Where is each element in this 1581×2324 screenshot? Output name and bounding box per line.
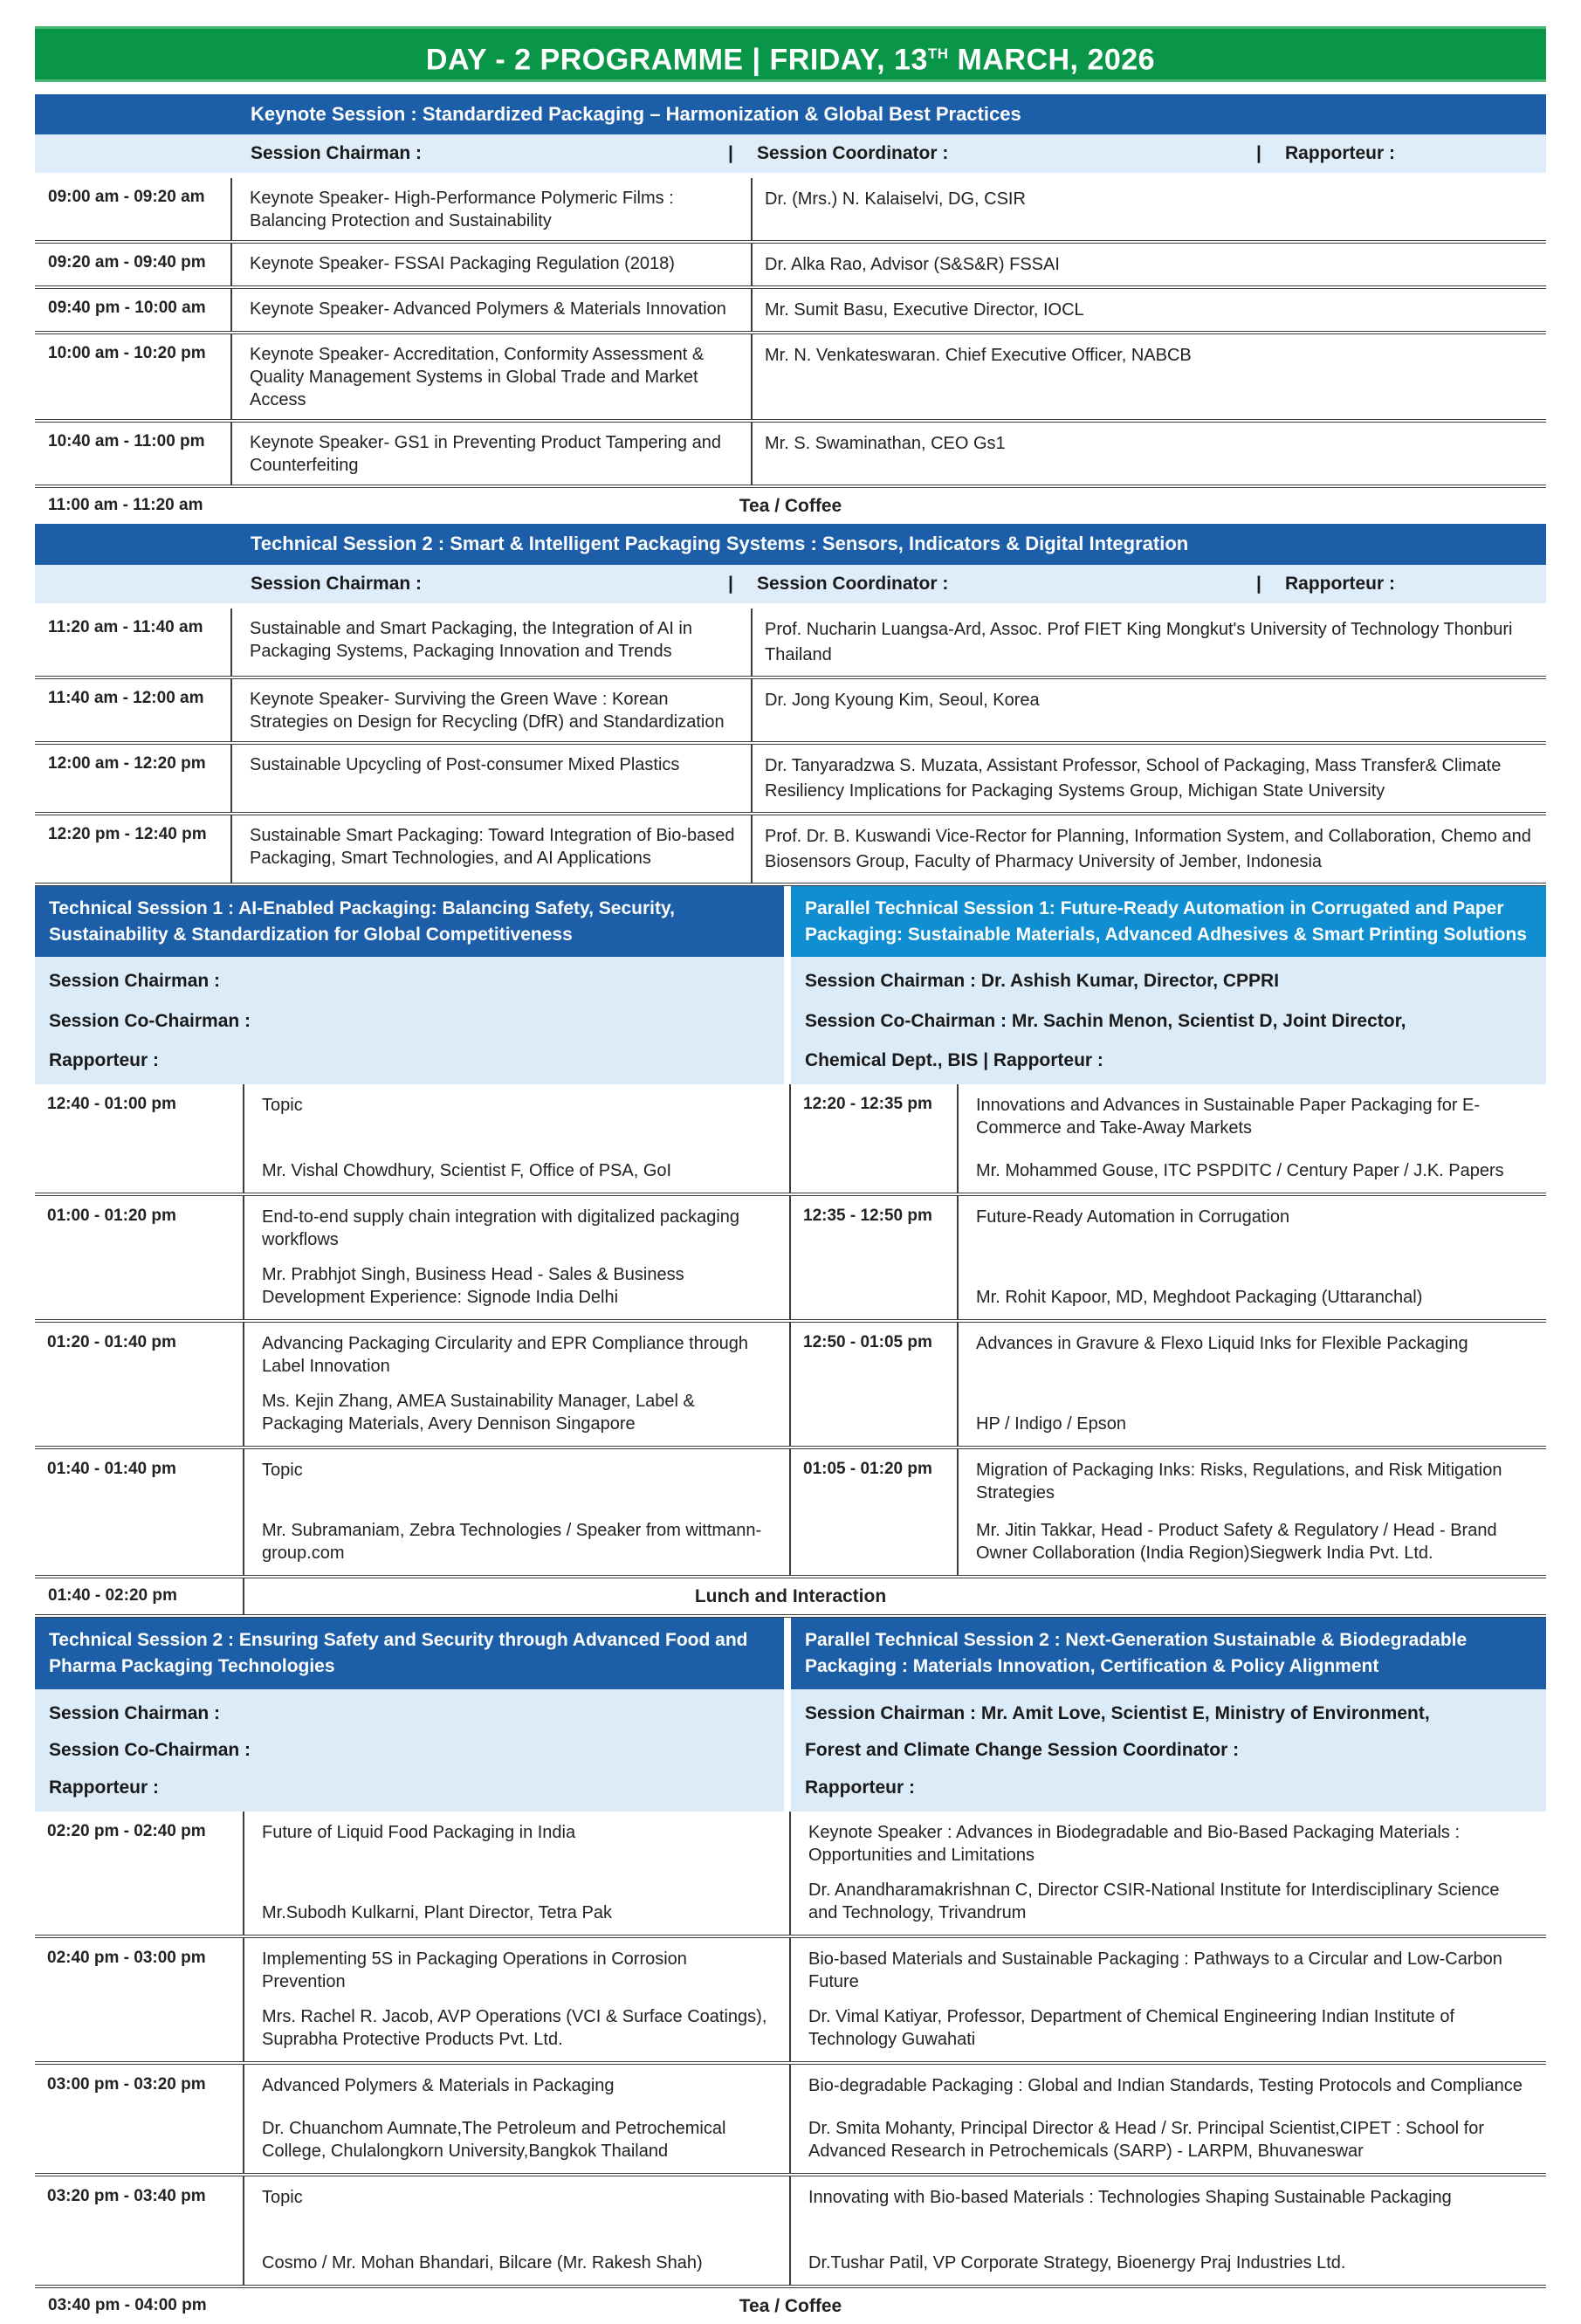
break-time: 01:40 - 02:20 pm <box>35 1578 244 1614</box>
cell-paragraph: Ms. Kejin Zhang, AMEA Sustainability Manager, Label & Packaging Materials, Avery Dennison Singapore <box>262 1392 695 1434</box>
cell-paragraph: Bio-based Materials and Sustainable Packaging : Pathways to a Circular and Low-Carbon Future <box>808 1949 1502 1992</box>
cell-paragraph: Mrs. Rachel R. Jacob, AVP Operations (VCI & Surface Coatings), Suprabha Protective Products Pvt. Ltd. <box>262 2007 767 2050</box>
topic-cell: Keynote Speaker- FSSAI Packaging Regulation (2018) <box>232 244 753 285</box>
programme-row <box>35 815 1546 886</box>
parallel-left-cell <box>35 1449 791 1575</box>
cell-paragraph: Advancing Packaging Circularity and EPR Compliance through Label Innovation <box>262 1334 748 1377</box>
session-info-line: Chemical Dept., BIS | Rapporteur : <box>805 1050 1103 1071</box>
speaker-cell: Mr. Sumit Basu, Executive Director, IOCL <box>765 300 1084 320</box>
rapporteur-label: Rapporteur : <box>1285 143 1395 164</box>
speaker-cell: Dr. (Mrs.) N. Kalaiselvi, DG, CSIR <box>765 189 1026 210</box>
parallel-row <box>35 1323 1546 1449</box>
parallel-right-cell <box>791 1323 1546 1446</box>
speaker-cell: Dr. Tanyaradzwa S. Muzata, Assistant Professor, School of Packaging, Mass Transfer& Climate Resiliency Implications for Packaging Systems Group, Michigan State University <box>765 755 1502 801</box>
keynote-session-banner: Keynote Session : Standardized Packaging – Harmonization & Global Best Practices <box>35 94 1546 134</box>
time-cell: 10:40 am - 11:00 pm <box>35 423 232 485</box>
parallel-row <box>35 2065 1546 2176</box>
cell-paragraph: HP / Indigo / Epson <box>976 1414 1126 1434</box>
session-info-line: Rapporteur : <box>49 1050 159 1071</box>
session-info-line: Session Co-Chairman : Mr. Sachin Menon, Scientist D, Joint Director, <box>805 1010 1406 1031</box>
speaker-cell: Prof. Nucharin Luangsa-Ard, Assoc. Prof FIET King Mongkut's University of Technology Thonburi Thailand <box>765 619 1513 664</box>
parallel-block-1 <box>35 886 1546 1619</box>
technical-session-2-banner: Technical Session 2 : Smart & Intelligent Packaging Systems : Sensors, Indicators & Digital Integration <box>35 524 1546 564</box>
parallel-row <box>35 1812 1546 1938</box>
topic-cell <box>791 1938 1546 2061</box>
speaker-cell: Dr. Alka Rao, Advisor (S&S&R) FSSAI <box>765 255 1060 275</box>
session-info-line: Rapporteur : <box>49 1777 159 1798</box>
parallel-left-cell <box>35 1196 791 1319</box>
technical-session-2b-banner: Technical Session 2 : Ensuring Safety and Security through Advanced Food and Pharma Packaging Technologies <box>35 1618 784 1689</box>
time-cell: 10:00 am - 10:20 pm <box>35 334 232 419</box>
speaker-cell: Prof. Dr. B. Kuswandi Vice-Rector for Planning, Information System, and Collaboration, Chemo and Biosensors Group, Faculty of Pharmacy University of Jember, Indonesia <box>765 826 1531 871</box>
cell-paragraph: Future of Liquid Food Packaging in India <box>262 1823 576 1843</box>
time-cell: 01:20 - 01:40 pm <box>35 1323 244 1446</box>
time-cell: 01:05 - 01:20 pm <box>791 1449 959 1575</box>
time-cell: 09:00 am - 09:20 am <box>35 178 232 240</box>
cell-paragraph: Keynote Speaker : Advances in Biodegradable and Bio-Based Packaging Materials : Opportunities and Limitations <box>808 1823 1461 1866</box>
topic-cell <box>244 1449 789 1575</box>
topic-cell <box>244 2176 789 2285</box>
parallel1-rows <box>35 1084 1546 1578</box>
rapporteur-label: Rapporteur : <box>1285 573 1395 594</box>
session-info-line: Session Co-Chairman : <box>49 1740 251 1761</box>
session-info-line: Rapporteur : <box>805 1777 915 1798</box>
time-cell: 12:00 am - 12:20 pm <box>35 745 232 812</box>
time-cell: 02:20 pm - 02:40 pm <box>35 1812 244 1935</box>
topic-cell: Sustainable Upcycling of Post-consumer Mixed Plastics <box>232 745 753 812</box>
cell-paragraph: Topic <box>262 1461 303 1481</box>
parallel-row <box>35 1084 1546 1196</box>
speaker-cell: Mr. N. Venkateswaran. Chief Executive Officer, NABCB <box>765 346 1192 366</box>
technical2-rows <box>35 609 1546 886</box>
cell-paragraph: Dr. Anandharamakrishnan C, Director CSIR-National Institute for Interdisciplinary Science and Technology, Trivandrum <box>808 1881 1500 1923</box>
session-info-line: Session Chairman : Mr. Amit Love, Scientist E, Ministry of Environment, <box>805 1703 1430 1724</box>
break-time: 11:00 am - 11:20 am <box>48 496 203 515</box>
programme-row <box>35 609 1546 679</box>
time-cell: 12:50 - 01:05 pm <box>791 1323 959 1446</box>
cell-paragraph: Bio-degradable Packaging : Global and Indian Standards, Testing Protocols and Compliance <box>808 2076 1523 2096</box>
speaker-cell: Dr. Jong Kyoung Kim, Seoul, Korea <box>765 690 1040 710</box>
parallel-right-cell <box>791 2065 1546 2173</box>
time-cell: 09:20 am - 09:40 pm <box>35 244 232 285</box>
separator-bar: | <box>1256 573 1261 594</box>
time-cell: 12:20 pm - 12:40 pm <box>35 815 232 883</box>
parallel2-headers <box>35 1618 1546 1689</box>
parallel-block-2 <box>35 1618 1546 2324</box>
break-label: Tea / Coffee <box>739 496 842 517</box>
topic-cell <box>959 1323 1546 1446</box>
topic-cell: Keynote Speaker- GS1 in Preventing Product Tampering and Counterfeiting <box>232 423 753 485</box>
day-title-text: DAY - 2 PROGRAMME | FRIDAY, 13 <box>425 43 928 77</box>
parallel-left-cell <box>35 2176 791 2285</box>
parallel1-right-info <box>791 957 1546 1084</box>
technical-session-1-banner: Technical Session 1 : AI-Enabled Packaging: Balancing Safety, Security, Sustainability & Standardization for Global Competitiveness <box>35 886 784 958</box>
cell-paragraph: Dr. Chuanchom Aumnate,The Petroleum and Petrochemical College, Chulalongkorn University,Bangkok Thailand <box>262 2119 726 2162</box>
session-info-line: Session Chairman : Dr. Ashish Kumar, Director, CPPRI <box>805 971 1280 992</box>
technical2-chair-row <box>35 565 1546 603</box>
time-cell: 12:35 - 12:50 pm <box>791 1196 959 1319</box>
parallel2-info <box>35 1689 1546 1812</box>
parallel-right-cell <box>791 1449 1546 1575</box>
session-info-line: Forest and Climate Change Session Coordinator : <box>805 1740 1240 1761</box>
break-label: Tea / Coffee <box>739 2296 842 2317</box>
keynote-chair-row <box>35 134 1546 173</box>
parallel-left-cell <box>35 1812 791 1935</box>
topic-cell <box>244 1323 789 1446</box>
parallel-right-cell <box>791 1938 1546 2061</box>
parallel-right-cell <box>791 2176 1546 2285</box>
topic-cell <box>959 1196 1546 1319</box>
topic-cell <box>244 1196 789 1319</box>
separator-bar: | <box>728 143 733 164</box>
parallel1-info <box>35 957 1546 1084</box>
lunch-break-row <box>35 1578 1546 1618</box>
topic-cell <box>791 1812 1546 1935</box>
cell-paragraph: Topic <box>262 2188 303 2208</box>
topic-cell <box>244 1938 789 2061</box>
break-time: 03:40 pm - 04:00 pm <box>48 2296 207 2315</box>
time-cell: 12:20 - 12:35 pm <box>791 1084 959 1193</box>
session-info-line: Session Co-Chairman : <box>49 1010 251 1031</box>
cell-paragraph: Innovations and Advances in Sustainable Paper Packaging for E-Commerce and Take-Away Markets <box>976 1096 1481 1138</box>
day-title-banner <box>35 26 1546 82</box>
cell-paragraph: Mr. Jitin Takkar, Head - Product Safety & Regulatory / Head - Brand Owner Collaboration (India Region)Siegwerk India Pvt. Ltd. <box>976 1521 1497 1564</box>
programme-row <box>35 423 1546 488</box>
parallel-technical-session-2-banner: Parallel Technical Session 2 : Next-Generation Sustainable & Biodegradable Packaging : Materials Innovation, Certification & Policy Alignment <box>791 1618 1546 1689</box>
topic-cell: Keynote Speaker- Accreditation, Conformity Assessment & Quality Management Systems in Global Trade and Market Access <box>232 334 753 419</box>
topic-cell <box>791 2065 1546 2173</box>
session-coordinator-label: Session Coordinator : <box>757 143 949 164</box>
day-title-tail: MARCH, 2026 <box>948 43 1156 77</box>
topic-cell: Keynote Speaker- Surviving the Green Wave : Korean Strategies on Design for Recycling (DfR) and Standardization <box>232 679 753 741</box>
time-cell: 12:40 - 01:00 pm <box>35 1084 244 1193</box>
time-cell: 11:20 am - 11:40 am <box>35 609 232 676</box>
parallel2-right-info <box>791 1689 1546 1812</box>
cell-paragraph: Advances in Gravure & Flexo Liquid Inks for Flexible Packaging <box>976 1334 1468 1354</box>
cell-paragraph: Mr. Prabhjot Singh, Business Head - Sales & Business Development Experience: Signode India Delhi <box>262 1265 684 1308</box>
programme-document <box>35 26 1546 2324</box>
topic-cell <box>244 1084 789 1193</box>
programme-row <box>35 745 1546 815</box>
topic-cell <box>959 1084 1546 1193</box>
programme-row <box>35 289 1546 334</box>
cell-paragraph: Cosmo / Mr. Mohan Bhandari, Bilcare (Mr. Rakesh Shah) <box>262 2253 703 2273</box>
cell-paragraph: Dr. Vimal Katiyar, Professor, Department of Chemical Engineering Indian Institute of Technology Guwahati <box>808 2007 1454 2050</box>
time-cell: 11:40 am - 12:00 am <box>35 679 232 741</box>
cell-paragraph: Implementing 5S in Packaging Operations in Corrosion Prevention <box>262 1949 687 1992</box>
separator-bar: | <box>1256 143 1261 164</box>
parallel-right-cell <box>791 1812 1546 1935</box>
parallel-right-cell <box>791 1084 1546 1193</box>
cell-paragraph: Mr. Mohammed Gouse, ITC PSPDITC / Century Paper / J.K. Papers <box>976 1161 1504 1181</box>
cell-paragraph: Topic <box>262 1096 303 1116</box>
cell-paragraph: Future-Ready Automation in Corrugation <box>976 1207 1290 1227</box>
parallel1-headers <box>35 886 1546 958</box>
session-chairman-label: Session Chairman : <box>251 143 423 164</box>
keynote-rows <box>35 178 1546 488</box>
parallel-right-cell <box>791 1196 1546 1319</box>
parallel-left-cell <box>35 1084 791 1193</box>
parallel-row <box>35 1449 1546 1578</box>
topic-cell: Keynote Speaker- Advanced Polymers & Materials Innovation <box>232 289 753 331</box>
time-cell: 02:40 pm - 03:00 pm <box>35 1938 244 2061</box>
topic-cell <box>791 2176 1546 2285</box>
time-cell: 03:20 pm - 03:40 pm <box>35 2176 244 2285</box>
topic-cell <box>244 2065 789 2173</box>
session-chairman-label: Session Chairman : <box>251 573 423 594</box>
parallel-row <box>35 1938 1546 2065</box>
cell-paragraph: Innovating with Bio-based Materials : Technologies Shaping Sustainable Packaging <box>808 2188 1452 2208</box>
programme-row <box>35 178 1546 244</box>
parallel-technical-session-1-banner: Parallel Technical Session 1: Future-Ready Automation in Corrugated and Paper Packaging: Sustainable Materials, Advanced Adhesives & Smart Printing Solutions <box>791 886 1546 958</box>
time-cell: 01:40 - 01:40 pm <box>35 1449 244 1575</box>
break-label: Lunch and Interaction <box>694 1586 887 1607</box>
programme-row <box>35 334 1546 423</box>
topic-cell: Sustainable and Smart Packaging, the Integration of AI in Packaging Systems, Packaging Innovation and Trends <box>232 609 753 676</box>
parallel-left-cell <box>35 1938 791 2061</box>
parallel-row <box>35 2176 1546 2288</box>
cell-paragraph: Migration of Packaging Inks: Risks, Regulations, and Risk Mitigation Strategies <box>976 1461 1502 1503</box>
parallel2-rows <box>35 1812 1546 2288</box>
cell-paragraph: Mr. Rohit Kapoor, MD, Meghdoot Packaging (Uttaranchal) <box>976 1288 1423 1308</box>
parallel-left-cell <box>35 1323 791 1446</box>
parallel-left-cell <box>35 2065 791 2173</box>
topic-cell: Sustainable Smart Packaging: Toward Integration of Bio-based Packaging, Smart Technologies, and AI Applications <box>232 815 753 883</box>
programme-row <box>35 244 1546 289</box>
programme-row <box>35 679 1546 745</box>
separator-bar: | <box>728 573 733 594</box>
time-cell: 03:00 pm - 03:20 pm <box>35 2065 244 2173</box>
session-coordinator-label: Session Coordinator : <box>757 573 949 594</box>
cell-paragraph: Mr. Vishal Chowdhury, Scientist F, Office of PSA, GoI <box>262 1161 672 1181</box>
cell-paragraph: Dr.Tushar Patil, VP Corporate Strategy, Bioenergy Praj Industries Ltd. <box>808 2253 1346 2273</box>
cell-paragraph: Advanced Polymers & Materials in Packaging <box>262 2076 615 2096</box>
topic-cell: Keynote Speaker- High-Performance Polymeric Films : Balancing Protection and Sustainability <box>232 178 753 240</box>
time-cell: 01:00 - 01:20 pm <box>35 1196 244 1319</box>
parallel1-left-info <box>35 957 784 1084</box>
tea-break-row-1 <box>35 488 1546 524</box>
cell-paragraph: End-to-end supply chain integration with digitalized packaging workflows <box>262 1207 740 1250</box>
topic-cell <box>959 1449 1546 1575</box>
session-info-line: Session Chairman : <box>49 1703 221 1724</box>
parallel-row <box>35 1196 1546 1323</box>
topic-cell <box>244 1812 789 1935</box>
cell-paragraph: Dr. Smita Mohanty, Principal Director & Head / Sr. Principal Scientist,CIPET : School for Advanced Research in Petrochemicals (SARP) - LARPM, Bhuvaneswar <box>808 2119 1484 2162</box>
speaker-cell: Mr. S. Swaminathan, CEO Gs1 <box>765 434 1006 454</box>
time-cell: 09:40 pm - 10:00 am <box>35 289 232 331</box>
cell-paragraph: Mr. Subramaniam, Zebra Technologies / Speaker from wittmann-group.com <box>262 1521 762 1564</box>
cell-paragraph: Mr.Subodh Kulkarni, Plant Director, Tetra Pak <box>262 1903 612 1923</box>
session-info-line: Session Chairman : <box>49 971 221 992</box>
tea-break-row-2 <box>35 2288 1546 2324</box>
parallel2-left-info <box>35 1689 784 1812</box>
day-title-superscript: TH <box>927 45 949 62</box>
